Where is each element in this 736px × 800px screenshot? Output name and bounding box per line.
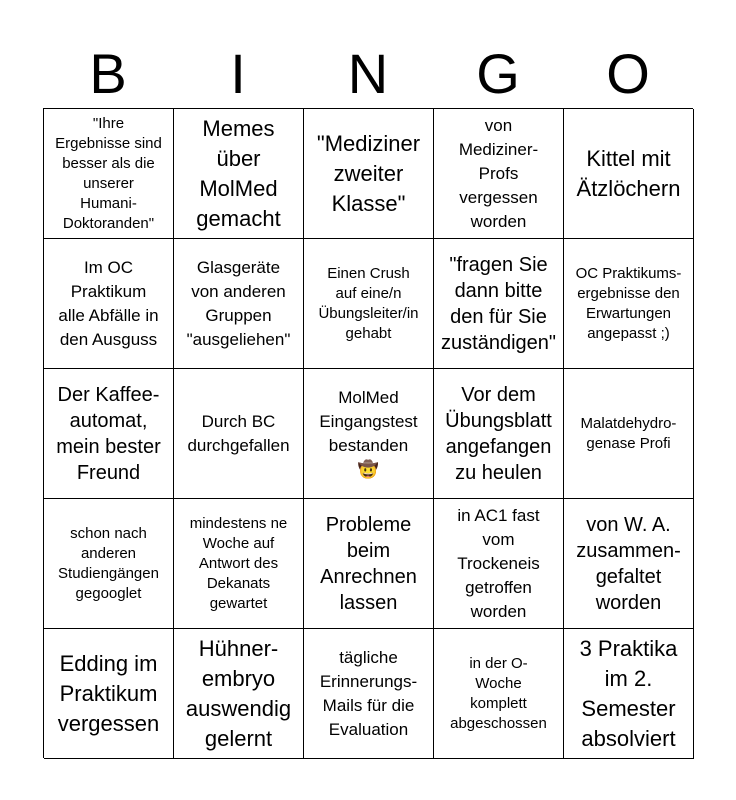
header-letter-g: G <box>476 42 520 105</box>
bingo-cell-text: von W. A. zusammen- gefaltet worden <box>576 513 681 614</box>
bingo-cell-r3-c3[interactable] <box>304 369 434 499</box>
bingo-cell-r5-c3[interactable] <box>304 629 434 759</box>
bingo-cell-r2-c2[interactable] <box>174 239 304 369</box>
bingo-cell-text: in AC1 fast vom Trockeneis getroffen worden <box>457 505 540 621</box>
bingo-cell-text: OC Praktikums- ergebnisse den Erwartungen angepasst ;) <box>575 264 682 342</box>
bingo-cell-r2-c1[interactable] <box>44 239 174 369</box>
bingo-cell-text: "Ihre Ergebnisse sind besser als die unserer Humani- Doktoranden" <box>55 114 162 232</box>
bingo-cell-r1-c4[interactable] <box>434 109 564 239</box>
bingo-cell-r1-c1[interactable] <box>44 109 174 239</box>
bingo-cell-r3-c2[interactable] <box>174 369 304 499</box>
bingo-card <box>43 108 693 758</box>
bingo-cell-text: 3 Praktika im 2. Semester absolviert <box>579 635 678 751</box>
header-letter-o: O <box>606 42 650 105</box>
bingo-cell-text: tägliche Erinnerungs- Mails für die Evaluation <box>319 647 418 739</box>
bingo-cell-r1-c5[interactable] <box>564 109 694 239</box>
bingo-cell-text: Hühner- embryo auswendig gelernt <box>185 635 292 751</box>
bingo-cell-text: Edding im Praktikum vergessen <box>57 650 160 736</box>
bingo-cell-r4-c2[interactable] <box>174 499 304 629</box>
bingo-cell-text: von Mediziner- Profs vergessen worden <box>458 115 539 231</box>
bingo-cell-r5-c4[interactable] <box>434 629 564 759</box>
bingo-cell-text: MolMed Eingangstest bestanden 🤠 <box>319 387 418 479</box>
bingo-cell-text: Glasgeräte von anderen Gruppen "ausgeliehen" <box>186 257 291 349</box>
bingo-cell-r5-c5[interactable] <box>564 629 694 759</box>
bingo-cell-r1-c3[interactable] <box>304 109 434 239</box>
bingo-cell-r4-c5[interactable] <box>564 499 694 629</box>
bingo-header <box>43 40 693 108</box>
bingo-cell-r2-c4[interactable] <box>434 239 564 369</box>
bingo-cell-r5-c2[interactable] <box>174 629 304 759</box>
bingo-cell-text: schon nach anderen Studiengängen gegooglet <box>58 524 159 602</box>
bingo-cell-text: mindestens ne Woche auf Antwort des Dekanats gewartet <box>189 514 288 612</box>
bingo-cell-text: Probleme beim Anrechnen lassen <box>320 513 417 614</box>
bingo-cell-text: Einen Crush auf eine/n Übungsleiter/in gehabt <box>318 264 419 342</box>
header-letter-n: N <box>347 42 389 105</box>
bingo-cell-text: Durch BC durchgefallen <box>187 411 290 455</box>
bingo-cell-r3-c4[interactable] <box>434 369 564 499</box>
bingo-cell-text: Kittel mit Ätzlöchern <box>576 145 681 201</box>
bingo-cell-r2-c5[interactable] <box>564 239 694 369</box>
bingo-cell-text: Vor dem Übungsblatt angefangen zu heulen <box>445 383 552 484</box>
bingo-cell-r1-c2[interactable] <box>174 109 304 239</box>
bingo-cell-text: in der O- Woche komplett abgeschossen <box>450 654 547 732</box>
bingo-cell-r3-c1[interactable] <box>44 369 174 499</box>
header-letter-i: I <box>230 42 246 105</box>
bingo-cell-r4-c3[interactable] <box>304 499 434 629</box>
bingo-cell-r4-c1[interactable] <box>44 499 174 629</box>
bingo-cell-text: Im OC Praktikum alle Abfälle in den Ausguss <box>58 257 159 349</box>
bingo-cell-text: Malatdehydro- genase Profi <box>580 414 677 452</box>
bingo-cell-r4-c4[interactable] <box>434 499 564 629</box>
bingo-cell-text: Memes über MolMed gemacht <box>196 115 281 231</box>
bingo-cell-text: "fragen Sie dann bitte den für Sie zuständigen" <box>441 253 556 354</box>
bingo-cell-text: Der Kaffee- automat, mein bester Freund <box>56 383 161 484</box>
bingo-cell-r3-c5[interactable] <box>564 369 694 499</box>
bingo-cell-r2-c3[interactable] <box>304 239 434 369</box>
bingo-cell-r5-c1[interactable] <box>44 629 174 759</box>
bingo-cell-text: "Mediziner zweiter Klasse" <box>316 130 421 216</box>
header-letter-b: B <box>89 42 127 105</box>
